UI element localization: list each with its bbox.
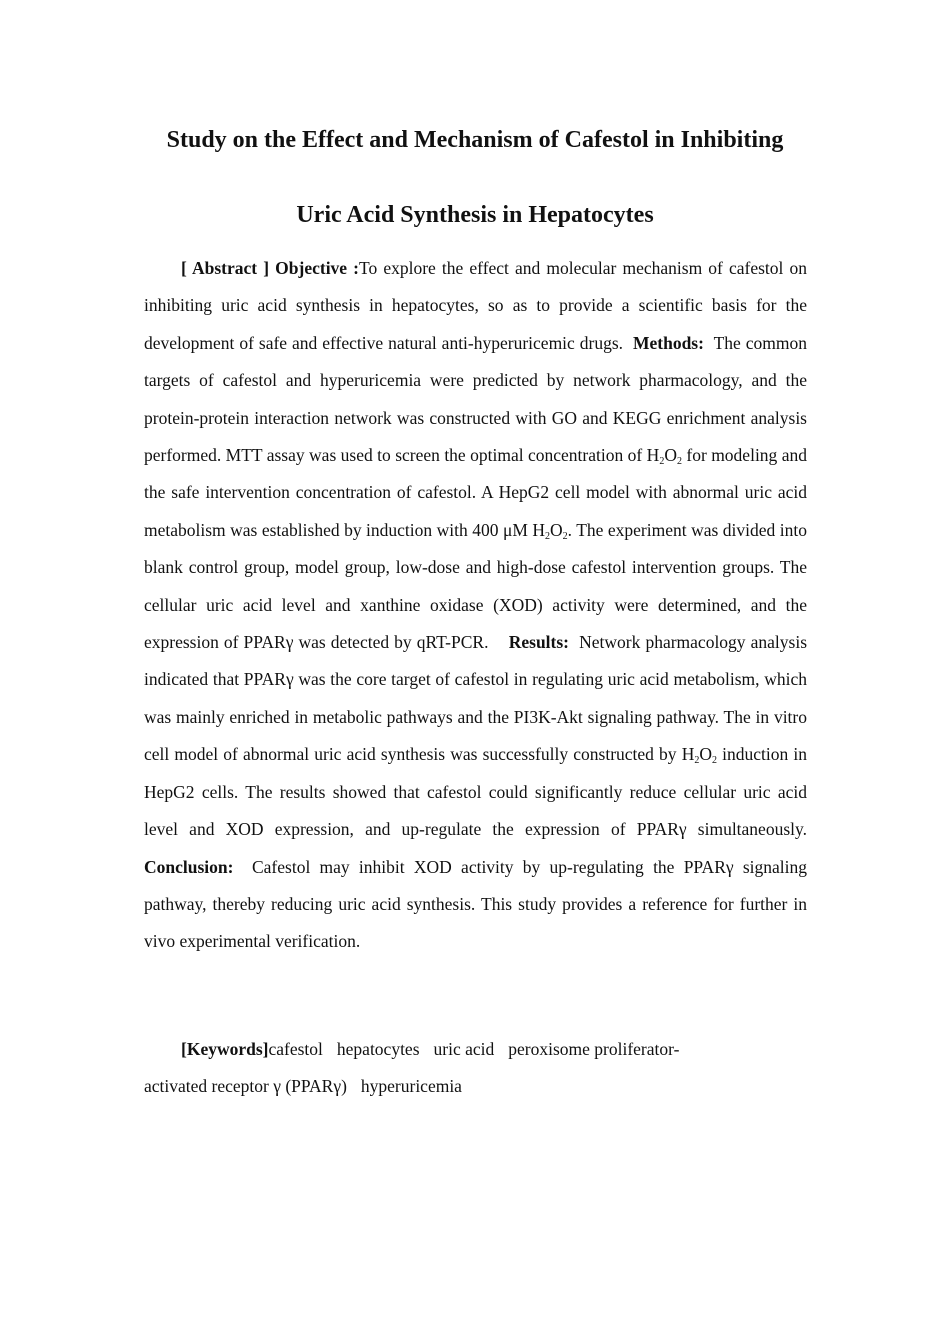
keyword-item: activated receptor γ (PPARγ) [144, 1076, 347, 1097]
results-text-1: Network pharmacology analysis indicated that PPARγ was the core target of cafestol in regulating uric acid metabolism, which was mainly enriched in metabolic pathways and the PI3K-Akt signaling pathway. The in vitro cell model of abnormal uric acid synthesis was successfully constructed by [144, 632, 808, 765]
h2o2-formula: $H_2O_2$ [681, 744, 717, 767]
keyword-item: uric acid [433, 1039, 495, 1059]
keyword-item: cafestol [268, 1039, 323, 1059]
methods-text-2: for modeling and the safe intervention concentration of cafestol. A HepG2 cell model with abnormal uric acid metabolism was established by induction with 400 μM [144, 445, 807, 540]
conclusion-text: Cafestol may inhibit XOD activity by up-regulating the PPARγ signaling pathway, thereby reducing uric acid synthesis. This study provides a reference for further in vivo experimental verification. [144, 856, 808, 952]
h2o2-formula: $H_2O_2$ [646, 445, 682, 468]
keyword-item: hyperuricemia [360, 1076, 462, 1097]
methods-text-1: The common targets of cafestol and hyperuricemia were predicted by network pharmacology, and the protein-protein interaction network was constructed with GO and KEGG enrichment analysis performed. MTT assay was used to screen the optimal concentration of [144, 332, 807, 466]
methods-text-3: . The experiment was divided into blank control group, model group, low-dose and high-dose cafestol intervention groups. The cellular uric acid level and xanthine oxidase (XOD) activity were determined, and the expression of PPARγ was detected by qRT-PCR. [144, 519, 807, 653]
keywords-line-2 [144, 1068, 807, 1105]
paper-title-line-2: Uric Acid Synthesis in Hepatocytes [296, 202, 654, 228]
keywords-line-1 [144, 1031, 807, 1068]
methods-label: Methods: [632, 332, 704, 353]
keyword-item: peroxisome proliferator- [508, 1039, 680, 1059]
objective-label: Objective : [275, 258, 360, 278]
h2o2-formula: $H_2O_2$ [532, 519, 568, 542]
keywords-label: [Keywords] [181, 1039, 269, 1059]
results-label: Results: [508, 632, 570, 653]
keyword-item: hepatocytes [336, 1039, 420, 1059]
objective-text: To explore the effect and molecular mechanism of cafestol on inhibiting uric acid synthesis in hepatocytes, so as to provide a scientific basis for the development of safe and effective natural anti-hyperuricemic drugs. [144, 258, 808, 353]
abstract-label: [ Abstract ] [181, 258, 276, 278]
results-text-2: induction in HepG2 cells. The results showed that cafestol could significantly reduce cellular uric acid level and XOD expression, and up-regulate the expression of PPARγ simultaneously. [144, 744, 808, 840]
abstract-paragraph [144, 250, 807, 961]
paper-title-line-1: Study on the Effect and Mechanism of Cafestol in Inhibiting [166, 127, 784, 153]
conclusion-label: Conclusion: [144, 856, 234, 877]
keywords-block [144, 1031, 807, 1106]
